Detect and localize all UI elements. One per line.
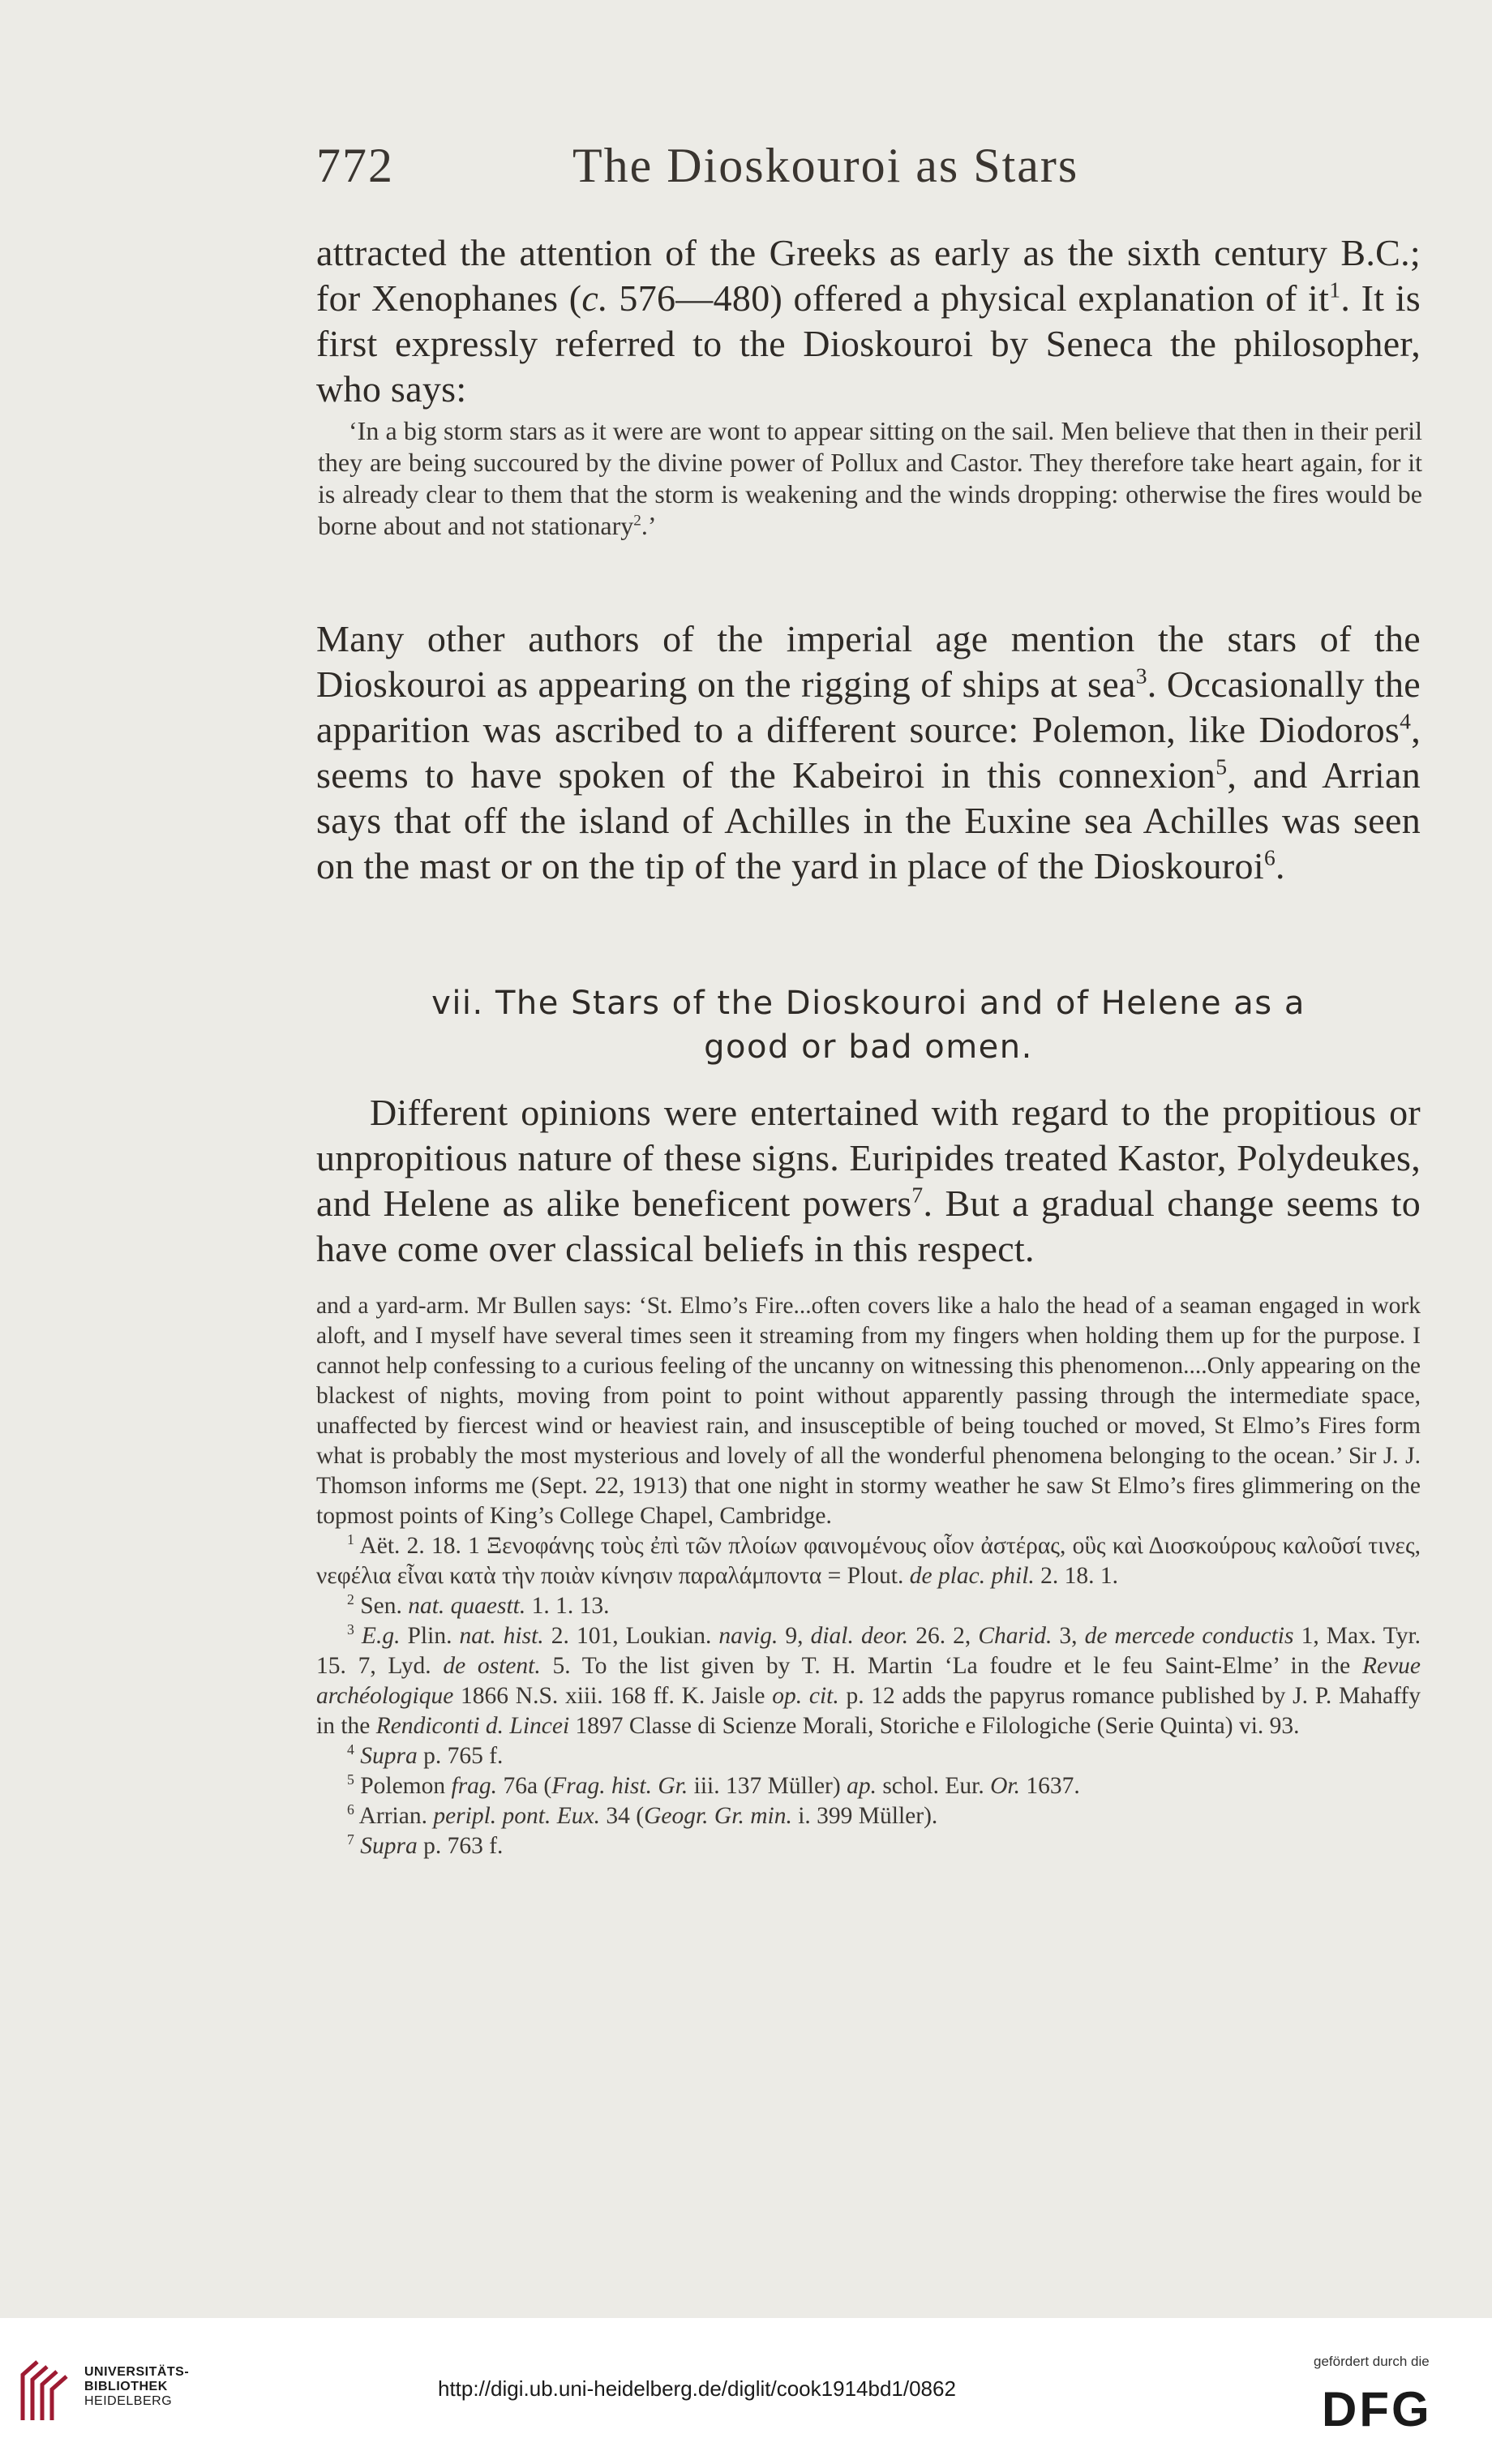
footnote-ref[interactable]: 5	[1215, 753, 1228, 779]
footnote-ref[interactable]: 2	[633, 512, 641, 530]
footnote-ref[interactable]: 3	[1135, 663, 1147, 689]
section-heading-line: good or bad omen.	[704, 1028, 1033, 1066]
block-quote	[318, 415, 1422, 542]
footnote-2: $^2$ Sen. nat. quaestt. 1. 1. 13.	[347, 1591, 610, 1619]
footnote-ref[interactable]: 4	[1400, 708, 1412, 734]
paragraph-3	[316, 1090, 1421, 1272]
paragraph-1	[316, 230, 1421, 412]
footnote-3: $^3$ E.g. Plin. nat. hist. 2. 101, Loukian. navig. 9, dial. deor. 26. 2, Charid. 3, de mercede conductis 1, Max. Tyr. 15. 7, Lyd. de ostent. 5. To the list given by T. H. Martin ‘La foudre et le feu Saint-Elme’ in the Revue archéologique 1866 N.S. xiii. 168 ff. K. Jaisle op. cit. p. 12 adds the papyrus romance published by J. P. Mahaffy in the Rendiconti d. Lincei 1897 Classe di Scienze Morali, Storiche e Filologiche (Serie Quinta) vi. 93.	[316, 1621, 1421, 1739]
footnote-4: $^4$ Supra p. 765 f.	[347, 1741, 504, 1769]
permalink-url[interactable]: http://digi.ub.uni-heidelberg.de/diglit/cook1914bd1/0862	[438, 2376, 956, 2401]
running-head: The Dioskouroi as Stars	[572, 139, 1079, 192]
footnote-ref[interactable]: 6	[1263, 844, 1276, 870]
quote-text: ‘In a big storm stars as it were are wont to appear sitting on the sail. Men believe that then in their peril they are being succoured by the divine power of Pollux and Castor. They therefore take heart again, for it is already clear to them that the storm is weakening and the winds dropping: otherwise the fires would be borne about and not stationary$^2$.’	[318, 416, 1422, 540]
body-paragraph: attracted the attention of the Greeks as early as the sixth century B.C.; for Xenophanes (c. 576—480) offered a physical explanation of $it^1$. It is first expressly referred to the Dioskouroi by Seneca the philosopher, who says:	[316, 232, 1421, 410]
section-heading-line: vii. The Stars of the Dioskouroi and of Helene as a	[431, 985, 1306, 1022]
section-heading	[316, 981, 1421, 1069]
body-paragraph: Different opinions were entertained with regard to the propitious or unpropitious nature of these signs. Euripides treated Kastor, Polydeukes, and Helene as alike beneficent powers$^7$. But a gradual change seems to have come over classical beliefs in this respect.	[316, 1092, 1421, 1269]
paragraph-2	[316, 616, 1421, 889]
body-paragraph: Many other authors of the imperial age mention the stars of the Dioskouroi as appearing on the rigging of ships at sea$^3$. Occasionally the apparition was ascribed to a different source: Polemon, like Diodoros$^4$, seems to have spoken of the Kabeiroi in this connexion$^5$, and Arrian says that off the island of Achilles in the Euxine sea Achilles was seen on the mast or on the tip of the yard in place of the Dioskouroi$^6$.	[316, 618, 1421, 886]
university-logo-icon	[18, 2355, 71, 2422]
footnote-7: $^7$ Supra p. 763 f.	[347, 1831, 504, 1859]
footnote-1: $^1$ Aët. 2. 18. 1 Ξενοφάνης τοὺς ἐπὶ τῶν πλοίων φαινομένους οἷον ἀστέρας, οὓς καὶ Διοσκούρους καλοῦσί τινες, νεφέλια εἶναι κατὰ τὴν ποιὰν κίνησιν παραλάμποντα = Plout. de plac. phil. 2. 18. 1.	[316, 1531, 1421, 1589]
footnote-6: $^6$ Arrian. peripl. pont. Eux. 34 (Geogr. Gr. min. i. 399 Müller).	[347, 1801, 938, 1829]
funder-label: gefördert durch die	[1314, 2354, 1430, 2369]
footnotes	[316, 1291, 1421, 1861]
footnote-ref[interactable]: 7	[911, 1182, 924, 1208]
institution-name: UNIVERSITÄTS- BIBLIOTHEK HEIDELBERG	[84, 2365, 190, 2408]
page-number: 772	[316, 139, 394, 192]
footnote-ref[interactable]: 1	[1329, 277, 1341, 303]
page-header	[316, 138, 1176, 211]
dfg-logo: DFG	[1322, 2382, 1432, 2436]
footnote-continued: and a yard-arm. Mr Bullen says: ‘St. Elmo’s Fire...often covers like a halo the head of a seaman engaged in work aloft, and I myself have several times seen it streaming from my fingers when holding them up for the purpose. I cannot help confessing to a curious feeling of the uncanny on witnessing this phenomenon....Only appearing on the blackest of nights, moving from point to point without apparently passing through the intermediate space, unaffected by fiercest wind or heaviest rain, and insusceptible of being touched or moved, St Elmo’s Fires form what is probably the most mysterious and lovely of all the wonderful phenomena belonging to the ocean.’ Sir J. J. Thomson informs me (Sept. 22, 1913) that one night in stormy weather he saw St Elmo’s fires glimmering on the topmost points of King’s College Chapel, Cambridge.	[316, 1293, 1421, 1529]
footnote-5: $^5$ Polemon frag. 76a (Frag. hist. Gr. iii. 137 Müller) ap. schol. Eur. Or. 1637.	[347, 1771, 1080, 1799]
viewer-footer	[0, 2318, 1492, 2464]
